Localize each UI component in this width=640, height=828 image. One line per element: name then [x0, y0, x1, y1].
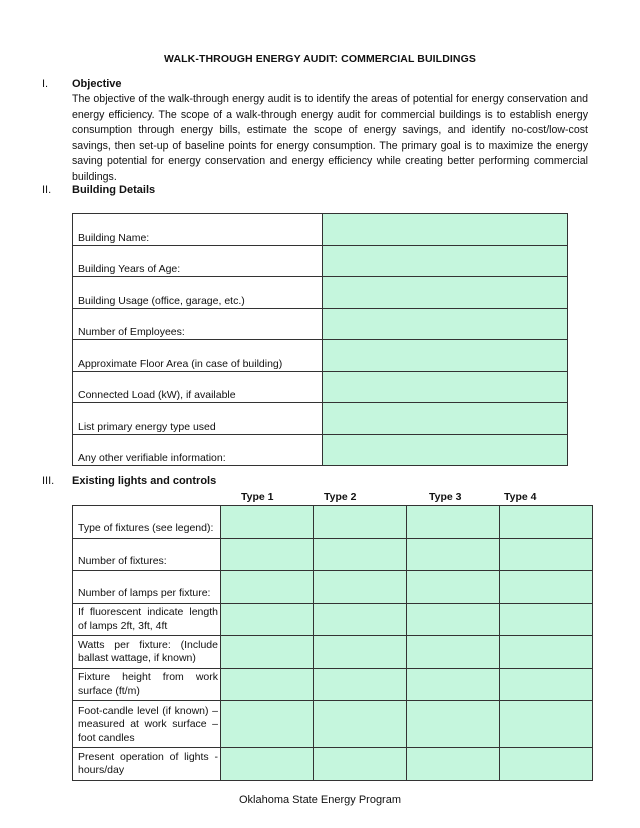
building-details-table — [72, 213, 568, 466]
input-cell[interactable] — [500, 538, 593, 571]
document-title: WALK-THROUGH ENERGY AUDIT: COMMERCIAL BUILDINGS — [164, 53, 476, 65]
input-cell[interactable] — [407, 636, 500, 669]
input-cell[interactable] — [221, 506, 314, 539]
type-2-header: Type 2 — [324, 491, 357, 503]
energy-type-label: List primary energy type used — [73, 403, 323, 435]
connected-load-label: Connected Load (kW), if available — [73, 371, 323, 403]
table-row — [73, 403, 568, 435]
section-heading-objective: Objective — [72, 78, 122, 90]
connected-load-field[interactable] — [323, 371, 568, 403]
table-row — [73, 538, 593, 571]
input-cell[interactable] — [314, 636, 407, 669]
input-cell[interactable] — [314, 506, 407, 539]
floor-area-field[interactable] — [323, 340, 568, 372]
building-age-label: Building Years of Age: — [73, 245, 323, 277]
table-row — [73, 603, 593, 636]
table-row — [73, 668, 593, 701]
type-4-header: Type 4 — [504, 491, 537, 503]
watts-per-fixture-label: Watts per fixture: (Include ballast wattage, if known) — [73, 636, 221, 669]
table-row — [73, 636, 593, 669]
lamps-per-fixture-label: Number of lamps per fixture: — [73, 571, 221, 604]
table-row — [73, 340, 568, 372]
fixture-height-label: Fixture height from work surface (ft/m) — [73, 668, 221, 701]
section-number-objective: I. — [42, 78, 49, 90]
input-cell[interactable] — [407, 748, 500, 781]
input-cell[interactable] — [221, 636, 314, 669]
input-cell[interactable] — [314, 668, 407, 701]
table-row — [73, 571, 593, 604]
building-age-field[interactable] — [323, 245, 568, 277]
input-cell[interactable] — [221, 748, 314, 781]
type-3-header: Type 3 — [429, 491, 462, 503]
input-cell[interactable] — [407, 506, 500, 539]
input-cell[interactable] — [314, 701, 407, 748]
lights-controls-table — [72, 505, 593, 781]
floor-area-label: Approximate Floor Area (in case of building) — [73, 340, 323, 372]
input-cell[interactable] — [500, 636, 593, 669]
input-cell[interactable] — [314, 571, 407, 604]
table-row — [73, 245, 568, 277]
input-cell[interactable] — [500, 571, 593, 604]
input-cell[interactable] — [314, 538, 407, 571]
table-row — [73, 701, 593, 748]
lamp-length-label: If fluorescent indicate length of lamps 2ft, 3ft, 4ft — [73, 603, 221, 636]
table-row — [73, 277, 568, 309]
input-cell[interactable] — [221, 701, 314, 748]
foot-candle-label: Foot-candle level (if known) – measured at work surface – foot candles — [73, 701, 221, 748]
input-cell[interactable] — [500, 668, 593, 701]
input-cell[interactable] — [407, 668, 500, 701]
fixture-type-label: Type of fixtures (see legend): — [73, 506, 221, 539]
section-number-building: II. — [42, 184, 52, 196]
table-row — [73, 434, 568, 466]
table-row — [73, 308, 568, 340]
input-cell[interactable] — [221, 538, 314, 571]
input-cell[interactable] — [407, 701, 500, 748]
input-cell[interactable] — [221, 668, 314, 701]
input-cell[interactable] — [500, 701, 593, 748]
input-cell[interactable] — [500, 603, 593, 636]
input-cell[interactable] — [221, 603, 314, 636]
employees-field[interactable] — [323, 308, 568, 340]
building-name-label: Building Name: — [73, 214, 323, 246]
fixture-count-label: Number of fixtures: — [73, 538, 221, 571]
employees-label: Number of Employees: — [73, 308, 323, 340]
input-cell[interactable] — [407, 538, 500, 571]
building-usage-field[interactable] — [323, 277, 568, 309]
input-cell[interactable] — [500, 506, 593, 539]
operation-hours-label: Present operation of lights - hours/day — [73, 748, 221, 781]
input-cell[interactable] — [500, 748, 593, 781]
input-cell[interactable] — [407, 571, 500, 604]
table-row — [73, 748, 593, 781]
table-row — [73, 214, 568, 246]
section-heading-lights: Existing lights and controls — [72, 475, 217, 487]
section-heading-building: Building Details — [72, 184, 156, 196]
section-number-lights: III. — [42, 475, 55, 487]
input-cell[interactable] — [314, 603, 407, 636]
table-row — [73, 506, 593, 539]
energy-type-field[interactable] — [323, 403, 568, 435]
page-footer: Oklahoma State Energy Program — [238, 794, 402, 806]
building-usage-label: Building Usage (office, garage, etc.) — [73, 277, 323, 309]
other-info-field[interactable] — [323, 434, 568, 466]
building-name-field[interactable] — [323, 214, 568, 246]
type-1-header: Type 1 — [241, 491, 274, 503]
input-cell[interactable] — [221, 571, 314, 604]
other-info-label: Any other verifiable information: — [73, 434, 323, 466]
input-cell[interactable] — [314, 748, 407, 781]
objective-paragraph: The objective of the walk-through energy audit is to identify the areas of potential for energy conservation and energy efficiency. The scope of a walk-through energy audit for commercial buildings is to establish energy consumption through energy bills, estimate the scope of energy savings, and identify no-cost/low-cost savings, then set-up of baseline points for energy consumption. The primary goal is to maximize the energy saving potential for energy conservation and energy efficiency while creating better performing commercial buildings. — [72, 93, 588, 183]
input-cell[interactable] — [407, 603, 500, 636]
table-row — [73, 371, 568, 403]
